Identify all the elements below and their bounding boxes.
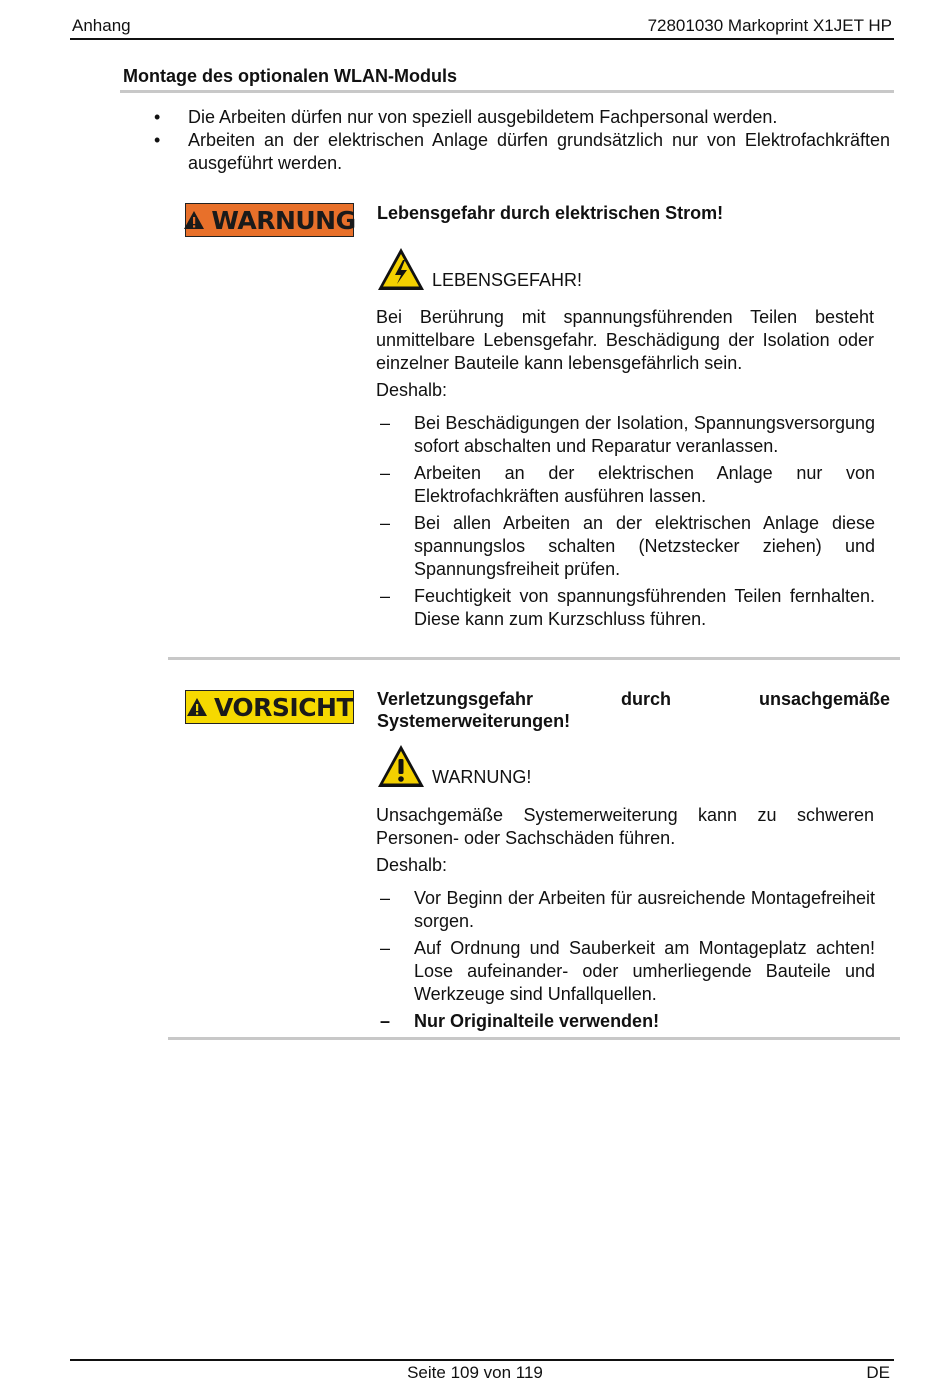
list-item: – Arbeiten an der elektrischen Anlage nur von Elektrofachkräften ausführen lassen. xyxy=(380,463,875,506)
bullet-icon: • xyxy=(154,107,161,127)
caution-deshalb: Deshalb: xyxy=(376,855,448,875)
page-number: Seite 109 von 119 xyxy=(407,1363,543,1382)
list-item: – Vor Beginn der Arbeiten für ausreichende Montagefreiheit sorgen. xyxy=(380,888,875,931)
caution-paragraph: Unsachgemäße Systemerweiterung kann zu schweren Personen- oder Sachschäden führen. xyxy=(376,805,874,848)
intro-bullet-list xyxy=(150,106,890,175)
header-divider xyxy=(70,38,894,40)
caution-triangle-icon xyxy=(186,697,208,717)
list-item: – Feuchtigkeit von spannungsführenden Teilen fernhalten. Diese kann zum Kurzschluss führen. xyxy=(380,586,875,629)
bullet-item: • Die Arbeiten dürfen nur von speziell ausgebildetem Fachpersonal werden. xyxy=(154,107,778,127)
header-chapter: Anhang xyxy=(72,16,131,35)
warning-triangle-icon xyxy=(183,210,205,230)
caution-label-text: VORSICHT xyxy=(213,692,354,722)
dash-icon: – xyxy=(380,938,391,958)
electric-hazard-row xyxy=(376,246,582,292)
list-item: – Bei allen Arbeiten an der elektrischen Anlage diese spannungslos schalten (Netzstecker ziehen) und Spannungsfreiheit prüfen. xyxy=(380,513,875,579)
language-code: DE xyxy=(866,1363,890,1382)
bullet-icon: • xyxy=(154,130,161,150)
list-item: – Nur Originalteile verwenden! xyxy=(380,1011,660,1031)
section-divider xyxy=(120,90,894,93)
dash-icon: – xyxy=(380,888,391,908)
electric-hazard-icon xyxy=(376,246,426,292)
list-item: – Bei Beschädigungen der Isolation, Spannungsversorgung sofort abschalten und Reparatur veranlassen. xyxy=(380,413,875,456)
dash-icon: – xyxy=(380,513,391,533)
caution-measures-list xyxy=(377,887,875,1037)
warning-heading: Lebensgefahr durch elektrischen Strom! xyxy=(377,203,724,223)
warning-measures-list xyxy=(377,412,875,635)
bullet-item: • Arbeiten an der elektrischen Anlage dürfen grundsätzlich nur von Elektrofachkräften ausgeführt werden. xyxy=(154,130,890,173)
caution-block-divider xyxy=(168,1037,900,1040)
warning-paragraph: Bei Berührung mit spannungsführenden Teilen besteht unmittelbare Lebensgefahr. Beschädigung der Isolation oder einzelner Bauteile kann lebensgefährlich sein. xyxy=(376,307,874,373)
dash-icon: – xyxy=(380,586,391,606)
header-document-id: 72801030 Markoprint X1JET HP xyxy=(647,16,892,35)
electric-hazard-text: LEBENSGEFAHR! xyxy=(432,270,583,290)
caution-heading: Verletzungsgefahr durch unsachgemäße Systemerweiterungen! xyxy=(377,689,890,731)
exclamation-hazard-row xyxy=(376,743,531,789)
list-item: – Auf Ordnung und Sauberkeit am Montageplatz achten! Lose aufeinander- oder umherliegende Bauteile und Werkzeuge sind Unfallquellen. xyxy=(380,938,875,1004)
caution-label xyxy=(185,690,354,724)
dash-icon: – xyxy=(380,463,391,483)
dash-icon: – xyxy=(380,413,391,433)
warning-label xyxy=(185,203,354,237)
footer-divider xyxy=(70,1359,894,1361)
exclamation-hazard-text: WARNUNG! xyxy=(432,767,532,787)
warning-label-text: WARNUNG xyxy=(211,205,356,235)
exclamation-hazard-icon xyxy=(376,743,426,789)
warning-block-divider xyxy=(168,657,900,660)
dash-icon: – xyxy=(380,1011,391,1031)
section-title: Montage des optionalen WLAN-Moduls xyxy=(123,66,457,86)
warning-deshalb: Deshalb: xyxy=(376,380,448,400)
